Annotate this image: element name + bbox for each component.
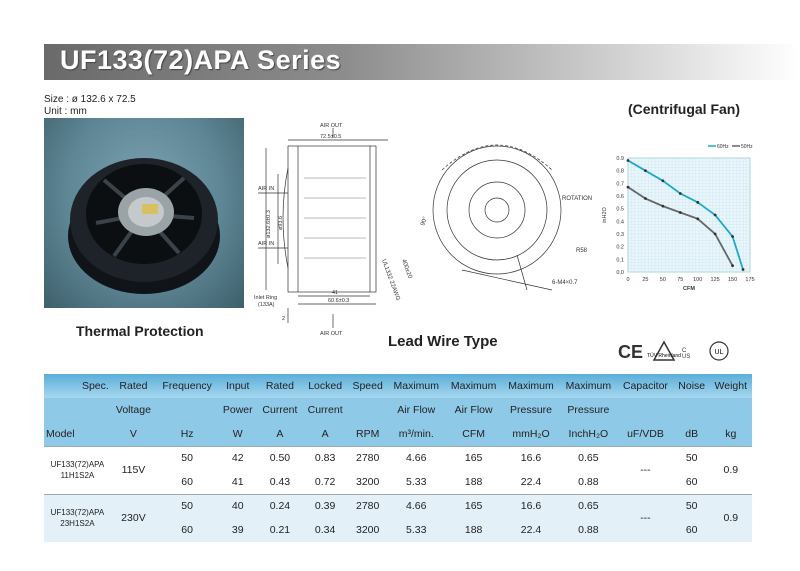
la-cell: 0.34 (303, 518, 348, 542)
series-point-50Hz (661, 205, 664, 208)
w-cell: 40 (218, 494, 257, 518)
y-tick-label: 0.6 (616, 194, 624, 200)
db-cell: 50 (674, 494, 710, 518)
header-bottom-cell: m³/min. (388, 422, 445, 446)
header-top (44, 374, 752, 398)
capacitor-cell: --- (617, 494, 674, 542)
y-tick-label: 0.4 (616, 219, 624, 226)
table-row (44, 494, 752, 518)
dim-screws: 6-M4×0.7 (552, 280, 578, 286)
header-bottom-cell: uF/VDB (617, 422, 674, 446)
hz-cell: 50 (156, 494, 218, 518)
size-info (44, 94, 136, 118)
dim-dia2: ø93.6 (278, 215, 284, 230)
header-bottom-cell: RPM (348, 422, 388, 446)
header-bottom-cell: kg (710, 422, 752, 446)
weight-cell: 0.9 (710, 446, 752, 494)
header-top-cell: Rated (257, 374, 302, 398)
dim-rotation: ROTATION (562, 196, 593, 202)
header-mid (44, 398, 752, 422)
model-name: UF133(72)APA (50, 508, 105, 518)
header-bottom-cell: V (111, 422, 156, 446)
la-cell: 0.83 (303, 446, 348, 470)
mm-cell: 16.6 (502, 446, 559, 470)
inch-cell: 0.65 (560, 494, 617, 518)
legend-label-50Hz: 50Hz (741, 144, 753, 150)
series-point-60Hz (644, 169, 647, 172)
weight-cell: 0.9 (710, 494, 752, 542)
dim-lead-length: 400±20 (400, 258, 413, 280)
dim-angle: 90° (420, 216, 429, 227)
header-top-cell: Weight (710, 374, 752, 398)
hz-cell: 60 (156, 470, 218, 494)
cfm-cell: 188 (445, 470, 502, 494)
header-bottom-cell: W (218, 422, 257, 446)
header-bottom-cell: InchH₂O (560, 422, 617, 446)
x-tick-label: 150 (727, 277, 738, 283)
rpm-cell: 2780 (348, 446, 388, 470)
voltage-cell: 230V (111, 494, 156, 542)
ul-mark (708, 340, 730, 362)
x-axis-label: CFM (683, 286, 695, 292)
m3-cell: 5.33 (388, 470, 445, 494)
voltage-cell: 115V (111, 446, 156, 494)
dim-dia1: ø132.6±0.3 (266, 210, 272, 238)
ul-text: UL (714, 349, 724, 356)
w-cell: 39 (218, 518, 257, 542)
db-cell: 60 (674, 470, 710, 494)
y-tick-label: 0.9 (616, 156, 624, 162)
header-mid-cell: Voltage (111, 398, 156, 422)
header-bottom-cell: A (303, 422, 348, 446)
la-cell: 0.39 (303, 494, 348, 518)
series-point-60Hz (627, 159, 630, 162)
model-code: 23H1S2A (60, 519, 95, 529)
dim-wire: UL1332 22AWG (380, 258, 401, 302)
m3-cell: 4.66 (388, 446, 445, 470)
ce-mark: CE (618, 342, 644, 362)
series-point-60Hz (696, 201, 699, 204)
inch-cell: 0.88 (560, 470, 617, 494)
mm-cell: 16.6 (502, 494, 559, 518)
m3-cell: 4.66 (388, 494, 445, 518)
series-point-50Hz (696, 217, 699, 220)
x-tick-label: 175 (745, 277, 755, 283)
dim-r58: R58 (576, 248, 588, 254)
model-cell (44, 446, 111, 494)
chart-title: (Centrifugal Fan) (628, 101, 740, 117)
header-mid-cell: Pressure (560, 398, 617, 422)
header-mid-cell: Power (218, 398, 257, 422)
model-name: UF133(72)APA (50, 460, 105, 469)
header-mid-cell: Current (257, 398, 302, 422)
model-cell (44, 494, 111, 542)
header-mid-cell (44, 398, 111, 422)
capacitor-cell: --- (617, 446, 674, 494)
y-tick-label: 0.3 (616, 232, 624, 238)
series-point-60Hz (679, 192, 682, 195)
series-point-60Hz (742, 268, 745, 271)
mm-cell: 22.4 (502, 518, 559, 542)
front-view-drawing (380, 130, 602, 302)
header-bottom (44, 422, 752, 446)
header-top-cell: Input (218, 374, 257, 398)
db-cell: 60 (674, 518, 710, 542)
header-mid-cell: Air Flow (388, 398, 445, 422)
spec-table (44, 374, 752, 542)
series-point-50Hz (731, 264, 734, 267)
series-point-50Hz (714, 233, 717, 236)
header-mid-cell (156, 398, 218, 422)
series-point-60Hz (661, 179, 664, 182)
header-top-cell: Noise (674, 374, 710, 398)
header-top-cell: Spec. (44, 374, 111, 398)
dim-inlet-ring-2: (133A) (258, 302, 275, 308)
header-mid-cell: Air Flow (445, 398, 502, 422)
performance-chart (598, 138, 758, 300)
header-mid-cell (617, 398, 674, 422)
inch-cell: 0.88 (560, 518, 617, 542)
mm-cell: 22.4 (502, 470, 559, 494)
dim-air-out-top: AIR OUT (320, 123, 343, 129)
rpm-cell: 3200 (348, 470, 388, 494)
rpm-cell: 3200 (348, 518, 388, 542)
dim-41: 41 (332, 290, 339, 296)
header-bottom-cell: dB (674, 422, 710, 446)
header-mid-cell (674, 398, 710, 422)
y-tick-label: 0.5 (616, 206, 624, 213)
x-tick-label: 75 (677, 277, 684, 283)
header-top-cell: Locked (303, 374, 348, 398)
side-view-drawing (248, 118, 418, 338)
header-bottom-cell: mmH₂O (502, 422, 559, 446)
ra-cell: 0.43 (257, 470, 302, 494)
header-mid-cell: Current (303, 398, 348, 422)
header-bottom-cell: Hz (156, 422, 218, 446)
header-mid-cell (710, 398, 752, 422)
x-tick-label: 50 (659, 277, 666, 283)
header-top-cell: Capacitor (617, 374, 674, 398)
x-tick-label: 125 (710, 277, 720, 283)
series-point-50Hz (679, 211, 682, 214)
ra-cell: 0.21 (257, 518, 302, 542)
header-top-cell: Rated (111, 374, 156, 398)
header-mid-cell (348, 398, 388, 422)
dim-air-out-bottom: AIR OUT (320, 331, 343, 337)
dim-60-6: 60.6±0.3 (328, 298, 350, 304)
product-photo (44, 118, 244, 308)
model-code: 11H1S2A (60, 471, 95, 480)
x-tick-label: 0 (626, 277, 630, 283)
header-top-cell: Maximum (388, 374, 445, 398)
x-tick-label: 100 (693, 277, 703, 283)
y-tick-label: 0.2 (616, 244, 624, 251)
series-point-50Hz (644, 197, 647, 200)
cfm-cell: 188 (445, 518, 502, 542)
unit-label: Unit : mm (44, 106, 87, 117)
w-cell: 41 (218, 470, 257, 494)
header-bottom-cell: CFM (445, 422, 502, 446)
tuv-text: TÜV Rheinland (647, 353, 681, 359)
rpm-cell: 2780 (348, 494, 388, 518)
dim-air-in-1: AIR IN (258, 186, 275, 192)
cfm-cell: 165 (445, 446, 502, 470)
w-cell: 42 (218, 446, 257, 470)
series-point-60Hz (714, 214, 717, 217)
page-title: UF133(72)APA Series (60, 45, 342, 75)
hz-cell: 60 (156, 518, 218, 542)
hz-cell: 50 (156, 446, 218, 470)
header-top-cell: Maximum (560, 374, 617, 398)
dim-air-in-2: AIR IN (258, 241, 275, 247)
y-tick-label: 0.1 (616, 257, 624, 264)
header-top-cell: Maximum (502, 374, 559, 398)
cfm-cell: 165 (445, 494, 502, 518)
lead-wire-caption: Lead Wire Type (388, 333, 498, 350)
header-top-cell: Maximum (445, 374, 502, 398)
dim-inlet-ring: Inlet Ring (254, 295, 278, 301)
header-top-cell: Speed (348, 374, 388, 398)
la-cell: 0.72 (303, 470, 348, 494)
y-tick-label: 0.8 (616, 168, 624, 175)
tuv-mark (647, 340, 681, 362)
dim-width: 72.5±0.5 (320, 134, 342, 140)
table-row (44, 446, 752, 470)
y-axis-label: inH2O (602, 207, 608, 223)
y-tick-label: 0.0 (616, 270, 624, 276)
x-tick-label: 25 (642, 277, 649, 283)
db-cell: 50 (674, 446, 710, 470)
series-point-50Hz (627, 186, 630, 189)
legend-label-60Hz: 60Hz (717, 144, 729, 150)
ra-cell: 0.24 (257, 494, 302, 518)
header-mid-cell: Pressure (502, 398, 559, 422)
size-label: Size : ø 132.6 x 72.5 (44, 94, 136, 105)
dim-2: 2 (282, 316, 286, 322)
header-top-cell: Frequency (156, 374, 218, 398)
ra-cell: 0.50 (257, 446, 302, 470)
header-bottom-cell: A (257, 422, 302, 446)
header-bottom-cell: Model (44, 422, 111, 446)
thermal-protection-caption: Thermal Protection (76, 323, 204, 339)
series-point-60Hz (731, 235, 734, 238)
y-tick-label: 0.7 (616, 181, 624, 188)
inch-cell: 0.65 (560, 446, 617, 470)
csa-text: C US (682, 348, 691, 360)
m3-cell: 5.33 (388, 518, 445, 542)
